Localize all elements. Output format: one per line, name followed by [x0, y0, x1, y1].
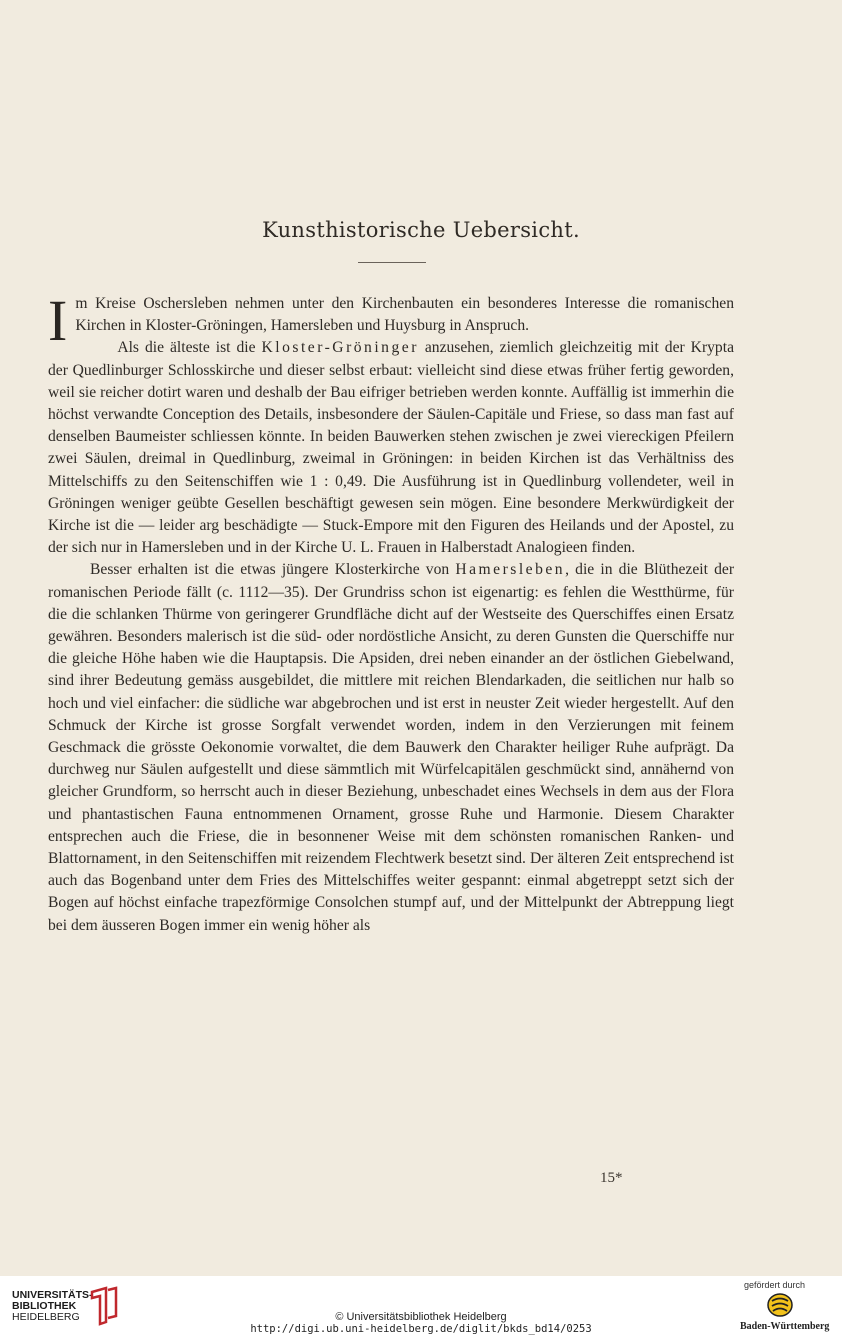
- page-title: Kunsthistorische Uebersicht.: [262, 218, 580, 242]
- paragraph-2-text-a: Als die älteste ist die: [117, 339, 262, 357]
- funded-by-label: gefördert durch: [744, 1280, 806, 1290]
- library-line-3: HEIDELBERG: [12, 1311, 80, 1323]
- paragraph-3-text-b: , die in die Blüthezeit der romanischen Periode fällt (c. 1112—35). Der Grundriss schon ist eigenartig: es fehlen die Westthürme, für die die schlanken Thürme von geringerer Grundfläche dicht auf der Westseite des Querschiffes einen Ersatz gewähren. Besonders malerisch ist die süd- oder nordöstliche Ansicht, zu deren Gunsten die Querschiffe nur die gleiche Höhe haben wie die Hauptapsis. Die Apsiden, drei neben einander an der östlichen Giebelwand, sind ihrer Bedeutung gemäss ausgebildet, die mittlere mit reichen Blendarkaden, die seitlichen nur halb so hoch und viel einfacher: die südliche war abgebrochen und ist erst in neuster Zeit wieder hergestellt. Auf den Schmuck der Kirche ist grosse Sorgfalt verwendet worden, indem in den Verzierungen mit feinem Geschmack die grösste Oekonomie vorwaltet, die dem Bauwerk den Charakter heiliger Ruhe aufprägt. Da durchweg nur Säulen aufgestellt und diese sämmtlich mit Würfelcapitälen geschmückt sind, annähernd von gleicher Grundform, so herrscht auch in dieser Beziehung, unbeschadet eines Wechsels in dem aus der Flora und phantastischen Fauna entnommenen Ornament, grosse Ruhe und Harmonie. Diesem Charakter entsprechen auch die Friese, die in besonnener Weise mit dem schönsten romanischen Ranken- und Blattornament, in den Seitenschiffen mit reizendem Flechtwerk besetzt sind. Der älteren Zeit entsprechend ist auch das Bogenband unter dem Fries des Mittelschiffes weiter gespannt: einmal abgetreppt setzt sich der Bogen auf höchst einfache trapezförmige Consolchen stumpf auf, und der Mittelpunkt der Abtreppung liegt bei dem äusseren Bogen immer ein wenig höher als: [48, 561, 735, 934]
- emphasis-kloster-groeninger: Kloster-Gröninger: [261, 339, 419, 357]
- coat-of-arms-icon: [766, 1292, 794, 1318]
- paragraph-2: [48, 337, 734, 559]
- library-line-2: BIBLIOTHEK: [12, 1300, 77, 1312]
- title-rule: [358, 262, 426, 263]
- drop-cap: I: [48, 288, 68, 353]
- paragraph-2-text-b: anzusehen, ziemlich gleichzeitig mit der Krypta der Quedlinburger Schlosskirche und dieser selbst erbaut: vielleicht sind diese etwas früher fertig geworden, weil sie reicher dotirt waren und deshalb der Bau eifriger betrieben werden konnte. Auffällig ist immerhin die höchst verwandte Conception des Details, insbesondere der Säulen-Capitäle und Friese, so dass man fast auf denselben Baumeister schliessen könnte. In beiden Bauwerken stehen zwischen je zwei viereckigen Pfeilern zwei Säulen, dreimal in Quedlinburg, zweimal in Gröningen: in beiden Kirchen ist das Verhältniss des Mittelschiffs zu den Seitenschiffen wie 1 : 0,49. Die Ausführung ist in Quedlinburg vollendeter, weil in Gröningen weniger geübte Gesellen beschäftigt gewesen sein mögen. Eine besondere Merkwürdigkeit der Kirche ist die — leider arg beschädigte — Stuck-Empore mit den Figuren des Heilands und der Apostel, zu der sich nur in Hamersleben und in der Kirche U. L. Frauen in Halberstadt Analogieen finden.: [48, 339, 734, 557]
- paragraph-1-text: m Kreise Oschersleben nehmen unter den Kirchenbauten ein besonderes Interesse die romanischen Kirchen in Kloster-Gröningen, Hamersleben und Huysburg in Anspruch.: [75, 295, 734, 335]
- paragraph-3-text-a: Besser erhalten ist die etwas jüngere Klosterkirche von: [90, 561, 456, 579]
- funder-name: Baden-Württemberg: [740, 1321, 830, 1332]
- body-text: [48, 288, 735, 937]
- permalink-url[interactable]: http://digi.ub.uni-heidelberg.de/diglit/bkds_bd14/0253: [250, 1323, 592, 1335]
- paragraph-3: [48, 559, 734, 936]
- library-line-1: UNIVERSITÄTS-: [12, 1289, 93, 1301]
- emphasis-hamersleben: Hamersleben: [455, 561, 566, 579]
- signature-mark: 15*: [600, 1170, 623, 1186]
- copyright-notice: © Universitätsbibliothek Heidelberg: [335, 1311, 507, 1323]
